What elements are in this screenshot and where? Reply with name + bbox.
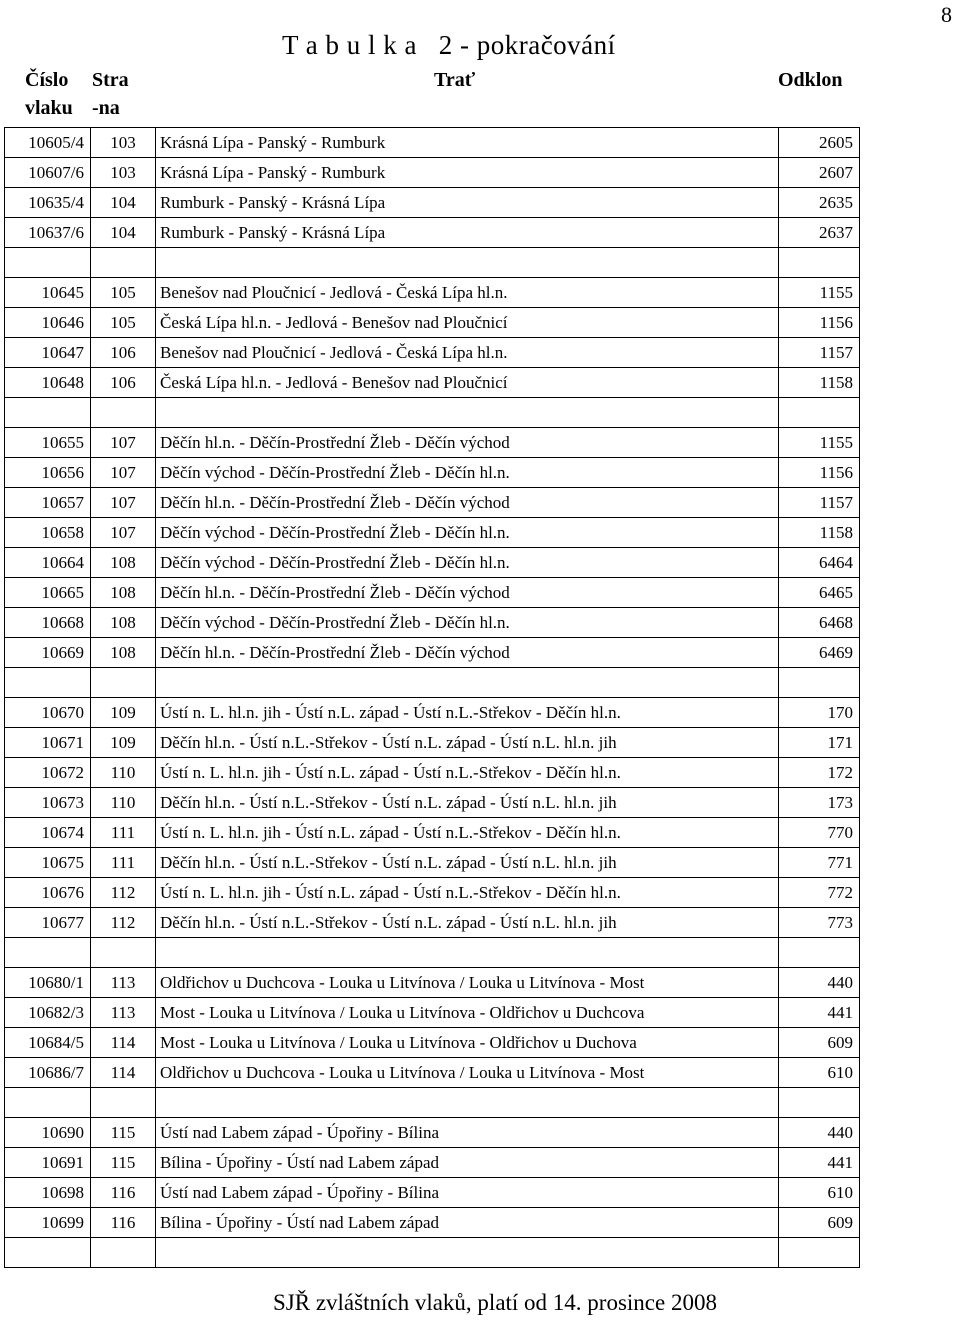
odklon-cell: 609 [779, 1208, 860, 1238]
page-cell: 109 [91, 728, 156, 758]
train-number-cell [5, 248, 91, 278]
train-number-cell: 10665 [5, 578, 91, 608]
route-cell: Oldřichov u Duchcova - Louka u Litvínova / Louka u Litvínova - Most [156, 1058, 779, 1088]
table-row [5, 818, 860, 848]
train-number-cell: 10669 [5, 638, 91, 668]
train-number-cell: 10645 [5, 278, 91, 308]
header-route: Trať [434, 69, 476, 91]
page-cell [91, 938, 156, 968]
page-cell: 108 [91, 548, 156, 578]
odklon-cell: 772 [779, 878, 860, 908]
page-cell [91, 398, 156, 428]
route-cell: Benešov nad Ploučnicí - Jedlová - Česká Lípa hl.n. [156, 338, 779, 368]
page-cell [91, 1238, 156, 1268]
train-number-cell: 10658 [5, 518, 91, 548]
route-cell: Bílina - Úpořiny - Ústí nad Labem západ [156, 1208, 779, 1238]
train-number-cell: 10648 [5, 368, 91, 398]
footer: SJŘ zvláštních vlaků, platí od 14. prosince 2008 [273, 1290, 717, 1315]
train-number-cell: 10674 [5, 818, 91, 848]
header-page-line2: -na [92, 97, 120, 119]
route-cell: Bílina - Úpořiny - Ústí nad Labem západ [156, 1148, 779, 1178]
odklon-cell: 1155 [779, 428, 860, 458]
route-cell: Ústí n. L. hl.n. jih - Ústí n.L. západ - Ústí n.L.-Střekov - Děčín hl.n. [156, 878, 779, 908]
route-cell: Ústí nad Labem západ - Úpořiny - Bílina [156, 1118, 779, 1148]
route-cell: Děčín východ - Děčín-Prostřední Žleb - Děčín hl.n. [156, 518, 779, 548]
odklon-cell: 610 [779, 1058, 860, 1088]
page-cell: 113 [91, 968, 156, 998]
table-row [5, 308, 860, 338]
table-row [5, 1118, 860, 1148]
table-row [5, 1178, 860, 1208]
route-cell [156, 1088, 779, 1118]
page-cell: 104 [91, 218, 156, 248]
route-cell [156, 1238, 779, 1268]
train-number-cell [5, 1088, 91, 1118]
table-row [5, 788, 860, 818]
train-number-cell: 10637/6 [5, 218, 91, 248]
page-cell: 109 [91, 698, 156, 728]
train-number-cell [5, 1238, 91, 1268]
train-number-cell: 10699 [5, 1208, 91, 1238]
table-row [5, 848, 860, 878]
route-cell [156, 398, 779, 428]
table-row [5, 1058, 860, 1088]
train-table-body [5, 128, 860, 1268]
odklon-cell: 172 [779, 758, 860, 788]
train-number-cell [5, 398, 91, 428]
table-row [5, 398, 860, 428]
page-cell: 110 [91, 788, 156, 818]
odklon-cell [779, 1238, 860, 1268]
route-cell: Děčín hl.n. - Ústí n.L.-Střekov - Ústí n.L. západ - Ústí n.L. hl.n. jih [156, 848, 779, 878]
odklon-cell: 2607 [779, 158, 860, 188]
odklon-cell: 170 [779, 698, 860, 728]
train-number-cell: 10664 [5, 548, 91, 578]
page-cell: 107 [91, 428, 156, 458]
table-row [5, 668, 860, 698]
route-cell: Rumburk - Panský - Krásná Lípa [156, 188, 779, 218]
odklon-cell: 441 [779, 1148, 860, 1178]
page-cell [91, 1088, 156, 1118]
route-cell: Děčín hl.n. - Děčín-Prostřední Žleb - Děčín východ [156, 638, 779, 668]
route-cell: Krásná Lípa - Panský - Rumburk [156, 128, 779, 158]
train-number-cell: 10676 [5, 878, 91, 908]
route-cell [156, 938, 779, 968]
route-cell: Děčín hl.n. - Děčín-Prostřední Žleb - Děčín východ [156, 578, 779, 608]
table-row [5, 158, 860, 188]
route-cell: Rumburk - Panský - Krásná Lípa [156, 218, 779, 248]
odklon-cell: 1158 [779, 518, 860, 548]
page-cell: 115 [91, 1118, 156, 1148]
table-row [5, 428, 860, 458]
page-cell: 106 [91, 368, 156, 398]
odklon-cell: 771 [779, 848, 860, 878]
odklon-cell [779, 668, 860, 698]
page-cell: 116 [91, 1178, 156, 1208]
header-odklon: Odklon [778, 69, 843, 91]
table-row [5, 488, 860, 518]
table-row [5, 548, 860, 578]
page-number: 8 [941, 2, 952, 27]
odklon-cell: 773 [779, 908, 860, 938]
train-number-cell: 10671 [5, 728, 91, 758]
route-cell: Česká Lípa hl.n. - Jedlová - Benešov nad Ploučnicí [156, 308, 779, 338]
table-row [5, 1028, 860, 1058]
odklon-cell: 1158 [779, 368, 860, 398]
table-row [5, 338, 860, 368]
table-row [5, 458, 860, 488]
table-row [5, 878, 860, 908]
odklon-cell: 1157 [779, 338, 860, 368]
odklon-cell: 1156 [779, 458, 860, 488]
page-title: T a b u l k a 2 - pokračování [282, 30, 616, 60]
train-number-cell: 10647 [5, 338, 91, 368]
route-cell: Ústí n. L. hl.n. jih - Ústí n.L. západ - Ústí n.L.-Střekov - Děčín hl.n. [156, 818, 779, 848]
train-number-cell: 10673 [5, 788, 91, 818]
route-cell: Benešov nad Ploučnicí - Jedlová - Česká Lípa hl.n. [156, 278, 779, 308]
page-cell: 105 [91, 308, 156, 338]
route-cell: Česká Lípa hl.n. - Jedlová - Benešov nad Ploučnicí [156, 368, 779, 398]
route-cell: Ústí n. L. hl.n. jih - Ústí n.L. západ - Ústí n.L.-Střekov - Děčín hl.n. [156, 698, 779, 728]
route-cell: Děčín východ - Děčín-Prostřední Žleb - Děčín hl.n. [156, 548, 779, 578]
route-cell: Most - Louka u Litvínova / Louka u Litvínova - Oldřichov u Duchova [156, 1028, 779, 1058]
table-row [5, 1148, 860, 1178]
page-cell: 116 [91, 1208, 156, 1238]
header-train-number [25, 66, 73, 122]
table-row [5, 1238, 860, 1268]
table-row [5, 368, 860, 398]
route-cell: Oldřichov u Duchcova - Louka u Litvínova / Louka u Litvínova - Most [156, 968, 779, 998]
route-cell: Děčín hl.n. - Ústí n.L.-Střekov - Ústí n.L. západ - Ústí n.L. hl.n. jih [156, 788, 779, 818]
table-row [5, 128, 860, 158]
page-cell: 107 [91, 518, 156, 548]
train-number-cell: 10677 [5, 908, 91, 938]
page-cell: 108 [91, 608, 156, 638]
table-row [5, 218, 860, 248]
train-number-cell: 10605/4 [5, 128, 91, 158]
table-row [5, 608, 860, 638]
odklon-cell: 6469 [779, 638, 860, 668]
train-number-cell: 10607/6 [5, 158, 91, 188]
table-row [5, 758, 860, 788]
odklon-cell [779, 248, 860, 278]
route-cell: Děčín hl.n. - Ústí n.L.-Střekov - Ústí n.L. západ - Ústí n.L. hl.n. jih [156, 728, 779, 758]
page-cell: 112 [91, 908, 156, 938]
table-row [5, 518, 860, 548]
page-cell: 107 [91, 458, 156, 488]
train-number-cell: 10646 [5, 308, 91, 338]
odklon-cell: 609 [779, 1028, 860, 1058]
train-number-cell: 10657 [5, 488, 91, 518]
odklon-cell: 6465 [779, 578, 860, 608]
table-row [5, 248, 860, 278]
header-page-line1: Stra [92, 69, 129, 91]
train-number-cell: 10680/1 [5, 968, 91, 998]
page-cell: 103 [91, 128, 156, 158]
header-train-number-line2: vlaku [25, 97, 73, 119]
page-cell [91, 668, 156, 698]
route-cell: Krásná Lípa - Panský - Rumburk [156, 158, 779, 188]
odklon-cell: 1155 [779, 278, 860, 308]
header-train-number-line1: Číslo [25, 69, 69, 91]
page-cell: 106 [91, 338, 156, 368]
train-number-cell [5, 938, 91, 968]
page-cell: 104 [91, 188, 156, 218]
route-cell [156, 248, 779, 278]
train-number-cell: 10670 [5, 698, 91, 728]
route-cell [156, 668, 779, 698]
train-number-cell: 10672 [5, 758, 91, 788]
train-number-cell [5, 668, 91, 698]
train-number-cell: 10690 [5, 1118, 91, 1148]
table-row [5, 278, 860, 308]
odklon-cell [779, 1088, 860, 1118]
train-number-cell: 10691 [5, 1148, 91, 1178]
odklon-cell: 440 [779, 968, 860, 998]
odklon-cell: 770 [779, 818, 860, 848]
train-number-cell: 10684/5 [5, 1028, 91, 1058]
table-row [5, 638, 860, 668]
page-cell: 108 [91, 578, 156, 608]
page-cell [91, 248, 156, 278]
page-cell: 113 [91, 998, 156, 1028]
table-row [5, 578, 860, 608]
odklon-cell: 1157 [779, 488, 860, 518]
route-cell: Děčín hl.n. - Děčín-Prostřední Žleb - Děčín východ [156, 488, 779, 518]
header-page [92, 66, 129, 122]
table-row [5, 1088, 860, 1118]
odklon-cell: 6468 [779, 608, 860, 638]
table-row [5, 698, 860, 728]
train-number-cell: 10686/7 [5, 1058, 91, 1088]
table-row [5, 188, 860, 218]
route-cell: Děčín hl.n. - Ústí n.L.-Střekov - Ústí n.L. západ - Ústí n.L. hl.n. jih [156, 908, 779, 938]
odklon-cell: 2637 [779, 218, 860, 248]
table-row [5, 1208, 860, 1238]
route-cell: Most - Louka u Litvínova / Louka u Litvínova - Oldřichov u Duchcova [156, 998, 779, 1028]
page-cell: 105 [91, 278, 156, 308]
train-number-cell: 10655 [5, 428, 91, 458]
train-number-cell: 10682/3 [5, 998, 91, 1028]
table-row [5, 908, 860, 938]
page-cell: 108 [91, 638, 156, 668]
odklon-cell: 1156 [779, 308, 860, 338]
train-table [4, 127, 860, 1268]
odklon-cell: 2605 [779, 128, 860, 158]
route-cell: Děčín východ - Děčín-Prostřední Žleb - Děčín hl.n. [156, 458, 779, 488]
train-number-cell: 10668 [5, 608, 91, 638]
page-cell: 115 [91, 1148, 156, 1178]
train-number-cell: 10675 [5, 848, 91, 878]
table-row [5, 938, 860, 968]
odklon-cell: 610 [779, 1178, 860, 1208]
train-number-cell: 10698 [5, 1178, 91, 1208]
page-cell: 114 [91, 1028, 156, 1058]
route-cell: Ústí n. L. hl.n. jih - Ústí n.L. západ - Ústí n.L.-Střekov - Děčín hl.n. [156, 758, 779, 788]
page-cell: 112 [91, 878, 156, 908]
odklon-cell: 441 [779, 998, 860, 1028]
odklon-cell [779, 938, 860, 968]
table-row [5, 968, 860, 998]
odklon-cell: 440 [779, 1118, 860, 1148]
page-cell: 110 [91, 758, 156, 788]
odklon-cell: 173 [779, 788, 860, 818]
odklon-cell: 2635 [779, 188, 860, 218]
page-cell: 107 [91, 488, 156, 518]
table-row [5, 998, 860, 1028]
table-row [5, 728, 860, 758]
route-cell: Ústí nad Labem západ - Úpořiny - Bílina [156, 1178, 779, 1208]
train-number-cell: 10656 [5, 458, 91, 488]
train-number-cell: 10635/4 [5, 188, 91, 218]
odklon-cell: 6464 [779, 548, 860, 578]
page-cell: 103 [91, 158, 156, 188]
page-cell: 111 [91, 848, 156, 878]
odklon-cell [779, 398, 860, 428]
page-cell: 114 [91, 1058, 156, 1088]
page-cell: 111 [91, 818, 156, 848]
route-cell: Děčín východ - Děčín-Prostřední Žleb - Děčín hl.n. [156, 608, 779, 638]
odklon-cell: 171 [779, 728, 860, 758]
route-cell: Děčín hl.n. - Děčín-Prostřední Žleb - Děčín východ [156, 428, 779, 458]
